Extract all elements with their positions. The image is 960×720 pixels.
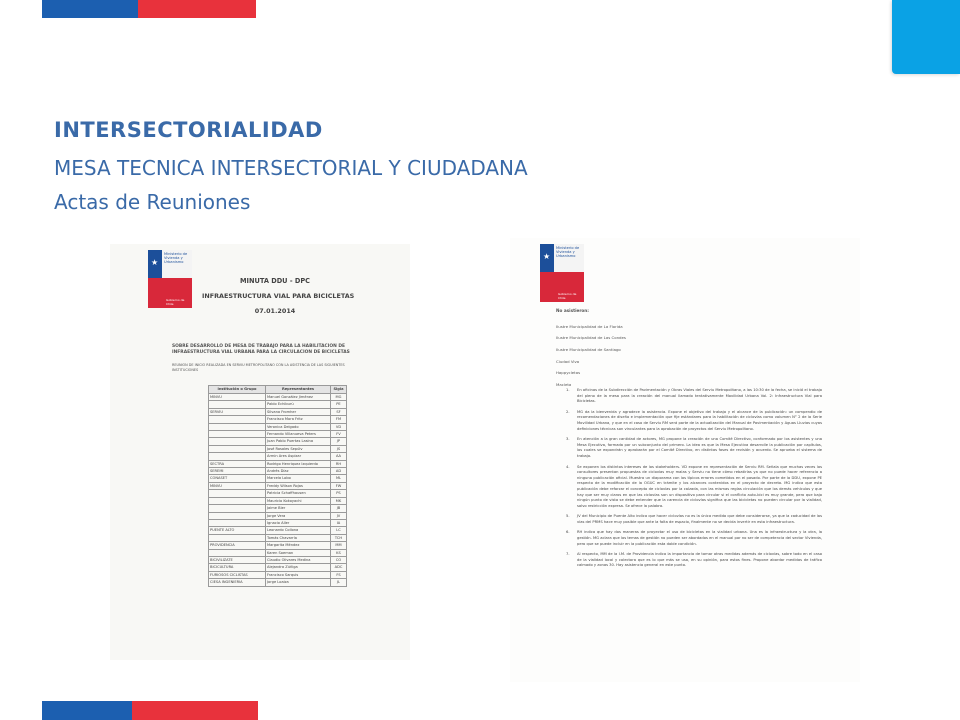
acta-item-text: MG da la bienvenida y agradece la asistencia. Expone el objetivo del trabajo y el alcance de la publicación: un compendio de recomendaciones de diseño e implementación que fije estándares para la habilitación de ciclovías como volumen N° 2 de la Serie Movilidad Urbana, y que en el caso de Serviu RM será parte de la actualización del Manual de Pavimentación y Aguas Lluvias cuyas definiciones técnicas son vinculantes para la aprobación de proyectos del Serviu Metropolitano. (577, 409, 822, 431)
cell-institucion: MINVU (209, 482, 266, 489)
page-title: INTERSECTORIALIDAD (54, 118, 323, 142)
cell-institucion (209, 431, 266, 438)
cell-sigla: MG (331, 394, 347, 401)
acta-item-number: 6. (566, 530, 570, 535)
acta-item (566, 388, 822, 405)
acta-item (566, 530, 822, 547)
cell-representante: Marcela Lobo (266, 475, 331, 482)
cell-institucion: BICICULTURA (209, 564, 266, 571)
table-row (209, 505, 347, 512)
cell-sigla: IA (331, 519, 347, 526)
cell-representante: Tomás Chavarría (266, 534, 331, 541)
cell-sigla: FS (331, 571, 347, 578)
acta-item-number: 2. (566, 409, 570, 414)
cell-institucion (209, 549, 266, 556)
page-caption: Actas de Reuniones (54, 190, 251, 214)
cell-representante: Freddy Wilson Rojas (266, 482, 331, 489)
table-row (209, 416, 347, 423)
cell-representante: José Rosales Sepúlv (266, 445, 331, 452)
doc-date: 07.01.2014 (254, 307, 296, 315)
cell-institucion: SEREMI (209, 468, 266, 475)
cell-sigla: JS (331, 445, 347, 452)
cell-representante: Jorge Loaiza (266, 579, 331, 586)
doc-note: REUNION DE INICIO REALIZADA EN SERVIU METROPOLITANO CON LA ASISTENCIA DE LAS SIGUIENTES INSTITUCIONES (172, 363, 345, 372)
top-blue-bar (42, 0, 138, 18)
cell-institucion (209, 534, 266, 541)
top-red-bar (138, 0, 256, 18)
cell-sigla: PE (331, 401, 347, 408)
cell-sigla: KS (331, 549, 347, 556)
cell-institucion: CIESA INGENIERIA (209, 579, 266, 586)
cell-representante: Manuel González Jiménez (266, 394, 331, 401)
cell-representante: Mauricio Kokoyachi (266, 497, 331, 504)
cell-institucion (209, 497, 266, 504)
cell-sigla: SF (331, 408, 347, 415)
table-row (209, 527, 347, 534)
doc-intro: SOBRE DESARROLLO DE MESA DE TRABAJO PARA LA HABILITACION DE INFRAESTRUCTURA VIAL URBANA PARA LA CIRCULACION DE BICICLETAS (172, 344, 350, 355)
cell-sigla: LC (331, 527, 347, 534)
ministry-logo: ★ Ministerio de Vivienda y Urbanismo Gobierno de Chile (148, 250, 192, 308)
table-row (209, 490, 347, 497)
table-row (209, 445, 347, 452)
acta-item-text: Al respecto, MM de la I.M. de Providencia indica la importancia de tomar otras medidas además de ciclovías, sobre todo en el caso de la vialidad local y colectora que es lo que más se usa, en su opinión, para estos fines. Propone abordar medidas de tráfico calmado y zonas 30. Hay asistencia general en este punto. (577, 552, 822, 568)
acta-items-list (566, 388, 822, 574)
table-row (209, 475, 347, 482)
absent-item: Ilustre Municipalidad de La Florida (556, 323, 623, 329)
doc-heading-infraestructura: INFRAESTRUCTURA VIAL PARA BICICLETAS (202, 292, 355, 300)
acta-item-number: 3. (566, 437, 570, 442)
table-row (209, 453, 347, 460)
table-row (209, 542, 347, 549)
absent-item: Happycletas (556, 370, 581, 376)
acta-item-number: 4. (566, 464, 570, 469)
cell-institucion (209, 423, 266, 430)
ministry-logo: ★ Ministerio de Vivienda y Urbanismo Gobierno de Chile (540, 244, 584, 302)
acta-item-text: JV del Municipio de Puente Alto indica que hacer ciclovías no es la única medida que debe considerarse, ya que la caducidad de las vías del PRMS hace muy posible que ante la falta de espacio, finalmente no se decida invertir en esta infraestructura. (577, 514, 822, 524)
cell-representante: Juan Pablo Puertas Lasina (266, 438, 331, 445)
cell-representante: Ignacio Aller (266, 519, 331, 526)
cell-representante: Jorge Vera (266, 512, 331, 519)
cell-sigla: FM (331, 416, 347, 423)
cell-institucion (209, 445, 266, 452)
cell-institucion (209, 416, 266, 423)
cell-institucion (209, 505, 266, 512)
cell-sigla: JP (331, 438, 347, 445)
page-subtitle: MESA TECNICA INTERSECTORIAL Y CIUDADANA (54, 156, 528, 180)
acta-item (566, 410, 822, 432)
absent-label: No asistieron: (556, 308, 589, 313)
attendees-table (208, 385, 347, 587)
acta-item (566, 437, 822, 459)
cell-representante: Alejandra Zúñiga (266, 564, 331, 571)
cell-sigla: ADC (331, 564, 347, 571)
cell-sigla: JB (331, 505, 347, 512)
cell-representante: Claudio Olivares Medina (266, 556, 331, 563)
cell-sigla: JV (331, 512, 347, 519)
acta-item-text: RH indica que hay dos maneras de proyectar el uso de bicicletas en la vialidad urbana. Una es la infraestructura y la otra, la gestión. MG aclara que los temas de gestión no pueden ser abordados en el manual por no ser de competencia del sector Vivienda, pero que se puede incluir en la publicación esta doble condición. (577, 530, 822, 546)
cell-institucion: MINVU (209, 394, 266, 401)
cell-representante: Leonardo Collona (266, 527, 331, 534)
cell-sigla: TCH (331, 534, 347, 541)
table-row (209, 408, 347, 415)
cell-sigla: FW (331, 482, 347, 489)
table-row (209, 549, 347, 556)
document-minuta-image (110, 244, 410, 660)
cell-institucion: PROVIDENCIA (209, 542, 266, 549)
table-row (209, 519, 347, 526)
absent-list (556, 318, 626, 393)
cell-sigla: CO (331, 556, 347, 563)
table-row (209, 482, 347, 489)
table-row (209, 423, 347, 430)
cell-representante: Pablo Echiburú (266, 401, 331, 408)
acta-item-text: Se exponen los distintos intereses de los stakeholders. VD expone en representación de Serviu RM. Señala que muchas veces los consultores presentan propuestas de ciclovías muy malas y Serviu no tiene cómo rebatirlas ya que no puede hacer referencia a ninguna publicación oficial. Muestra un diaporama con los típicos errores cometidos en el pasado. Por parte de la DDU, expone PE respecto de la modificación de la OGUC en trámite y los alcances contenidos en el proyecto de decreto. MG indica que esta publicación debe reforzar el concepto de ciclovías por la calzada, con las mismas reglas circulación que los demás vehículos y que hay que ser muy claros en que las ciclovías son un dispositivo para circular si el conflicto auto-bici es muy grande, pero que bajo ningún punto de vista se debe entender que la carencia de ciclovías significa que las bicicletas no pueden circular por la vialidad, salvo restricción expresa. Se ofrece la palabra. (577, 464, 822, 508)
cell-representante: Margarita Méndez (266, 542, 331, 549)
cell-institucion: CONASET (209, 475, 266, 482)
table-row (209, 534, 347, 541)
acta-item-number: 1. (566, 388, 570, 392)
cell-representante: Armin Ares Aspizar (266, 453, 331, 460)
cell-sigla: JL (331, 579, 347, 586)
document-acta-image (510, 238, 860, 682)
cell-sigla: AA (331, 453, 347, 460)
cell-sigla: MK (331, 497, 347, 504)
cell-representante: Patricia Schaffhausen (266, 490, 331, 497)
acta-item (566, 465, 822, 510)
table-row (209, 401, 347, 408)
cell-sigla: RH (331, 460, 347, 467)
bottom-red-bar (132, 701, 258, 720)
absent-item: Ilustre Municipalidad de Las Condes (556, 335, 626, 341)
cell-institucion: SECTRA (209, 460, 266, 467)
cell-representante: Francisco Sarquis (266, 571, 331, 578)
table-row (209, 431, 347, 438)
cell-sigla: VD (331, 423, 347, 430)
absent-item: Ciudad Viva (556, 358, 580, 364)
table-row (209, 438, 347, 445)
doc-heading-minuta: MINUTA DDU - DPC (239, 277, 311, 285)
cell-representante: Veronica Delgado (266, 423, 331, 430)
acta-item-text: En oficinas de la Subdirección de Pavimentación y Obras Viales del Serviu Metropolitano, a las 10:30 de la fecha, se inició el trabajo del pleno de la mesa para la creación del manual llamado tentativamente Movilidad Urbana Vol. 2: Infraestructura Vial para Bicicletas. (577, 388, 822, 404)
cell-representante: Silvana Fromher (266, 408, 331, 415)
cell-representante: Francisco Mora Fritz (266, 416, 331, 423)
cell-institucion: FURIOSOS CICLISTAS (209, 571, 266, 578)
absent-item: Macleta (556, 381, 572, 387)
cell-institucion (209, 453, 266, 460)
bottom-blue-bar (42, 701, 132, 720)
absent-item: Ilustre Municipalidad de Santiago (556, 346, 621, 352)
acta-item (566, 552, 822, 569)
table-header-representantes: Representantes (266, 386, 331, 394)
cell-representante: Fernando Villanueva Peters (266, 431, 331, 438)
acta-item-number: 7. (566, 552, 570, 557)
cell-representante: Andrés Díaz (266, 468, 331, 475)
cell-sigla: MM (331, 542, 347, 549)
acta-item (566, 514, 822, 525)
cell-institucion (209, 519, 266, 526)
cell-institucion (209, 512, 266, 519)
table-row (209, 394, 347, 401)
corner-tab (892, 0, 960, 74)
cell-representante: Rodrigo Henriquez Izquierdo (266, 460, 331, 467)
table-row (209, 512, 347, 519)
cell-institucion: SERVIU (209, 408, 266, 415)
table-header-institucion: Institución o Grupo (209, 386, 266, 394)
table-row (209, 468, 347, 475)
table-row (209, 564, 347, 571)
table-row (209, 571, 347, 578)
cell-sigla: FV (331, 431, 347, 438)
cell-institucion (209, 401, 266, 408)
cell-institucion: BICIVILIZATE (209, 556, 266, 563)
table-row (209, 556, 347, 563)
cell-sigla: ML (331, 475, 347, 482)
cell-institucion (209, 490, 266, 497)
table-header-sigla: Sigla (331, 386, 347, 394)
cell-sigla: AD (331, 468, 347, 475)
cell-representante: Karen Soeman (266, 549, 331, 556)
cell-representante: Jaime Bier (266, 505, 331, 512)
acta-item-number: 5. (566, 514, 570, 519)
table-row (209, 460, 347, 467)
cell-institucion (209, 438, 266, 445)
acta-item-text: En atención a la gran cantidad de actores, MG propone la creación de una Comité Directivo, conformado por los asistentes y una Mesa Ejecutiva, formada por un subconjunto del primero. La idea es que la Mesa Ejecutiva desarrolle la publicación por capítulos, los cuales se expondrán y aprobarán por el Comité Directivo, en distintas fases de revisión y acuerdo. Se aprueba el sistema de trabajo. (577, 437, 822, 458)
cell-institucion: PUENTE ALTO (209, 527, 266, 534)
table-row (209, 497, 347, 504)
cell-sigla: PS (331, 490, 347, 497)
table-row (209, 579, 347, 586)
